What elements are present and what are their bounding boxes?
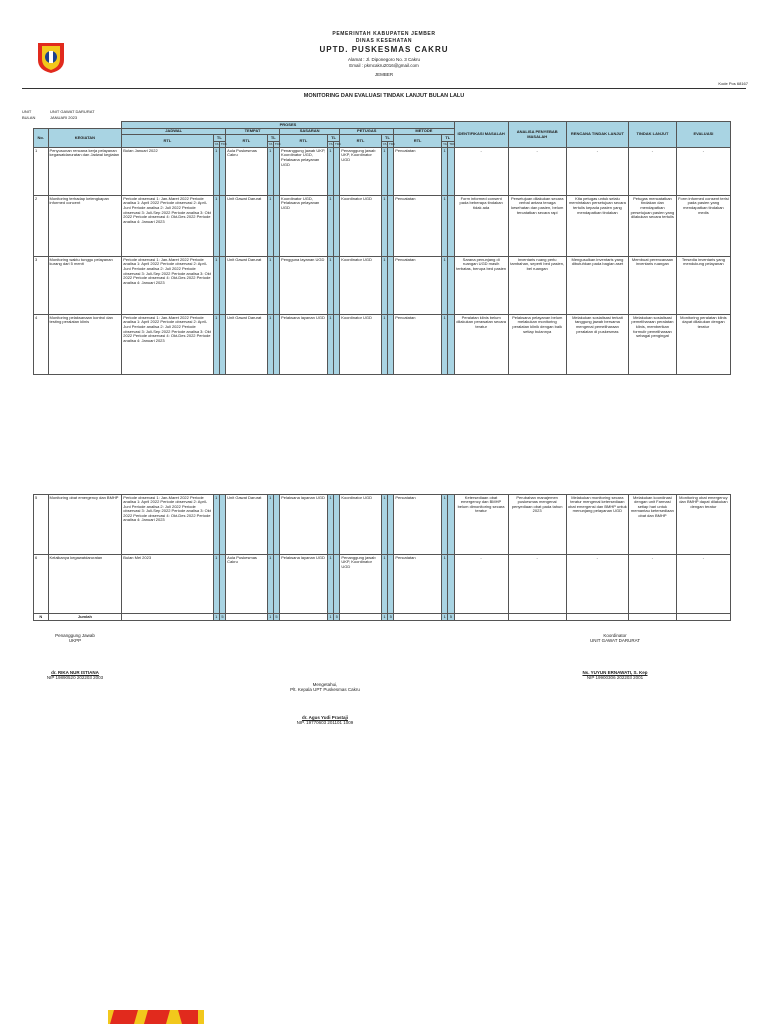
sasaran-ya-cell: 1 [327, 196, 333, 257]
right-signatory-name: Ns. YUYUN ERNAWATI, S. Kep [582, 670, 648, 675]
proses-header: PROSES [122, 122, 454, 129]
petugas-header: PETUGAS [340, 128, 394, 135]
identifikasi-cell: - [454, 555, 508, 614]
row-number: 2 [34, 196, 49, 257]
tempat-cell: Aula Puskesmas Cakru [226, 555, 268, 614]
evaluasi-cell: Tersedia inventaris yang mendukung pelayanan [676, 257, 730, 315]
analisa-cell: Persetujuan dilakukan secara verbal antara tenaga kesehatan dan pasien, belum tercatatkan secara rapi [508, 196, 566, 257]
petugas-cell: Koordinator UGD [340, 257, 382, 315]
metode-header: METODE [394, 128, 454, 135]
rtl-header: RTL [122, 135, 213, 148]
petugas-ya-cell: 1 [381, 196, 387, 257]
n-cell: N [34, 614, 49, 621]
right-signatory-unit: UNIT GAWAT DARURAT [589, 638, 641, 643]
rtl-header: RTL [226, 135, 268, 148]
rencana-cell: - [566, 148, 628, 196]
petugas-ya-cell: 1 [381, 555, 387, 614]
tindak-cell: - [629, 148, 677, 196]
petugas-cell: Penanggung jawab UKP, Koordinator UGD [340, 555, 382, 614]
ya-header: YA [382, 142, 387, 147]
left-signatory-unit: UKPP [68, 638, 82, 643]
evaluasi-cell: - [676, 555, 730, 614]
jumlah-cell: 1 [269, 613, 272, 619]
sasaran-cell: Pelaksana layanan UGD [280, 495, 328, 555]
metode-cell: Pencatatan [394, 148, 442, 196]
petugas-ya-cell: 1 [381, 495, 387, 555]
tl-header: TL [441, 135, 454, 142]
table-row [34, 148, 731, 196]
metode-cell: Pencatatan [394, 495, 442, 555]
jadwal-ya-cell: 1 [213, 495, 219, 555]
petugas-ya-cell: 1 [381, 257, 387, 315]
tindak-cell: Petugas mencatatkan tindakan dan mendapatkan persetujuan pasien yang dilakukan secara tertulis [629, 196, 677, 257]
center-signatory-name: dr. Agus Yudi Prastaji [301, 715, 348, 720]
identifikasi-cell: Sarana penunjang di ruangan UGD masih terbatas, berupa bed pasien [454, 257, 508, 315]
jumlah-label: Jumlah [48, 614, 122, 621]
monitoring-table [33, 121, 731, 375]
tdk-header: TDK [388, 142, 395, 147]
tl-header: TL [267, 135, 279, 142]
jadwal-cell: Periode observasi 1: Jan-Maret 2022 Periode analisa 1: April 2022 Periode observasi 2: April-Juni Periode analisa 2: Juli 2022 Periode observasi 3: Juli-Sep 2022 Periode analisa 3: Okt 2022 Periode observasi 4: Okt-Des 2022 Periode analisa 4: Januari 2023 [122, 315, 213, 375]
bulan-label: BULAN [22, 115, 36, 120]
tempat-ya-cell: 1 [267, 495, 273, 555]
rencana-cell: - [566, 555, 628, 614]
sasaran-ya-cell: 1 [327, 257, 333, 315]
tindak-cell: Melakukan sosialisasi pemeliharaan peralatan klinis, memberikan formulir pemeliharaan sebagai pengingat [629, 315, 677, 375]
sasaran-cell: Penanggung jawab UKP, Koordinator UGD, Pelaksana pelayanan UGD [280, 148, 328, 196]
document-title: MONITORING DAN EVALUASI TINDAK LANJUT BULAN LALU [303, 93, 465, 99]
sasaran-cell: Koordinator UGD, Pelaksana pelayanan UGD [280, 196, 328, 257]
sasaran-cell: Pengguna layanan UGD [280, 257, 328, 315]
jumlah-cell: 1 [443, 613, 446, 619]
tempat-cell: Unit Gawat Darurat [226, 196, 268, 257]
analisa-cell: - [508, 148, 566, 196]
jadwal-cell: Bulan Mei 2023 [122, 555, 213, 614]
analisa-cell: Perubahan manajemen puskesmas mengenai penyediaan obat pada tahun 2023 [508, 495, 566, 555]
monitoring-table-continued [33, 494, 731, 621]
tempat-ya-cell: 1 [267, 257, 273, 315]
tdk-header: TDK [335, 142, 342, 147]
jumlah-cell: 5 [275, 613, 278, 619]
tindak-cell: Melakukan koordinasi dengan unit Farmasi setiap hari untuk memantau ketersediaan obat dan BMHP [629, 495, 677, 555]
jadwal-ya-cell: 1 [213, 555, 219, 614]
tdk-header: TDK [449, 142, 456, 147]
jumlah-row [34, 614, 731, 621]
evaluasi-cell: Form informed consent terisi pada pasien yang mendapatkan tindakan medis [676, 196, 730, 257]
right-signatory-nip: NIP 19900306 202203 2001 [586, 675, 644, 680]
jadwal-ya-cell: 1 [213, 257, 219, 315]
center-signatory-nip: NIP. 19770603 201101 1009 [296, 720, 354, 725]
left-signatory-name: dr. RIKA NUR ISTIANA [51, 670, 99, 675]
tl-header: TL [213, 135, 225, 142]
evaluasi-cell: Monitoring obat emergency dan BMHP dapat dilakukan dengan teratur [676, 495, 730, 555]
right-signatory-role: Koordinator [603, 633, 627, 638]
analisa-header: ANALISA PENYEBAB MASALAH [508, 122, 566, 148]
tindak-cell: Membuat perencanaan inventaris ruangan [629, 257, 677, 315]
row-number: 4 [34, 315, 49, 375]
row-number: 1 [34, 148, 49, 196]
tl-header: TL [381, 135, 393, 142]
petugas-cell: Koordinator UGD [340, 196, 382, 257]
metode-cell: Pencatatan [394, 555, 442, 614]
rtl-header: RTL [280, 135, 328, 148]
jadwal-ya-cell: 1 [213, 315, 219, 375]
tdk-header: TDK [274, 142, 281, 147]
tempat-ya-cell: 1 [267, 196, 273, 257]
row-number: 3 [34, 257, 49, 315]
metode-ya-cell: 1 [442, 495, 448, 555]
tempat-cell: Unit Gawat Darurat [226, 315, 268, 375]
kabupaten-jember-logo-bottom [108, 1006, 204, 1024]
jumlah-cell: 1 [383, 613, 386, 619]
rtl-header: RTL [394, 135, 442, 148]
metode-cell: Pencatatan [394, 257, 442, 315]
petugas-ya-cell: 1 [381, 315, 387, 375]
sasaran-cell: Pelaksana layanan UGD [280, 555, 328, 614]
row-number: 6 [34, 555, 49, 614]
jadwal-cell: Bulan Januari 2022 [122, 148, 213, 196]
jadwal-ya-cell: 1 [213, 196, 219, 257]
metode-ya-cell: 1 [441, 315, 447, 375]
center-signatory-role: Mengetahui, [312, 682, 338, 687]
unit-value: UNIT GAWAT DARURAT [50, 109, 95, 114]
ya-header: YA [268, 142, 273, 147]
sasaran-ya-cell: 1 [327, 495, 333, 555]
kegiatan-cell: Monitoring terhadap kelengkapan informed concent [48, 196, 122, 257]
header-email: Email : pkmcakru2016@gmail.com [349, 63, 419, 68]
rencana-cell: Mengusulkan inventaris yang dibutuhkan pada bagian aset [566, 257, 628, 315]
petugas-cell: Koordinator UGD [340, 315, 382, 375]
rencana-header: RENCANA TINDAK LANJUT [566, 122, 628, 148]
sasaran-ya-cell: 1 [327, 555, 333, 614]
identifikasi-cell: Peralatan klinis belum dilakukan perawatan secara teratur [454, 315, 508, 375]
jadwal-cell: Periode observasi 1: Jan-Maret 2022 Periode analisa 1: April 2022 Periode observasi 2: April-Juni Periode analisa 2: Juli 2022 Periode observasi 3: Juli-Sep 2022 Periode analisa 3: Okt 2022 Periode observasi 4: Okt-Des 2022 Periode analisa 4: Januari 2023 [122, 257, 213, 315]
postal-code: Kode Pos 68167 [718, 81, 748, 86]
tempat-ya-cell: 1 [267, 315, 273, 375]
jadwal-ya-cell: 1 [213, 148, 219, 196]
left-signatory-nip: NIP 19890520 202203 2003 [46, 675, 104, 680]
identifikasi-header: IDENTIFIKASI MASALAH [454, 122, 508, 148]
rencana-cell: Melakukan sosialisasi terkait tanggung jawab bersama mengenai pemeliharaan peralatan di puskesmas [566, 315, 628, 375]
analisa-cell: Inventaris ruang perlu tambahan, seperti bed pasien, bel ruangan [508, 257, 566, 315]
table-row [34, 257, 731, 315]
analisa-cell: - [508, 555, 566, 614]
blank-header [34, 122, 122, 129]
kegiatan-cell: Penyusunan rencana kerja pelayanan kegawatdaruratan dan Jadwal kegiatan [48, 148, 122, 196]
tdk-header: TDK [220, 142, 227, 147]
metode-ya-cell: 1 [441, 196, 447, 257]
header-address: Alamat : Jl. Diponegoro No. 3 Cakru [347, 57, 421, 62]
tempat-header: TEMPAT [226, 128, 280, 135]
metode-ya-cell: 1 [441, 257, 447, 315]
petugas-ya-cell: 1 [381, 148, 387, 196]
identifikasi-cell: Ketersediaan obat emergency dan BMHP belum dimonitoring secara teratur [454, 495, 508, 555]
analisa-cell: Pelaksana pelayanan belum melakukan monitoring peralatan klinik dengan baik setiap bulannya [508, 315, 566, 375]
evaluasi-cell: Monitoring peralatan klinis dapat dilakukan dengan teratur [676, 315, 730, 375]
jumlah-cell: 5 [449, 613, 453, 619]
center-signatory-title: Plt. Kepala UPT Puskesmas Cakru [290, 687, 360, 692]
evaluasi-header: EVALUASI [676, 122, 730, 148]
unit-label: UNIT [22, 109, 32, 114]
header-government: PEMERINTAH KABUPATEN JEMBER [332, 31, 436, 37]
no-header: No. [34, 128, 49, 148]
ya-header: YA [328, 142, 333, 147]
sasaran-ya-cell: 1 [327, 315, 333, 375]
sasaran-ya-cell: 1 [327, 148, 333, 196]
jadwal-cell: Periode observasi 1: Jan-Maret 2022 Periode analisa 1: April 2022 Periode observasi 2: April-Juni Periode analisa 2: Juli 2022 Periode observasi 3: Juli-Sep 2022 Periode analisa 3: Okt 2022 Periode observasi 4: Okt-Des 2022 Periode analisa 4: Januari 2023 [122, 196, 213, 257]
identifikasi-cell: - [454, 148, 508, 196]
kegiatan-cell: Monitoring obat emergency dan BMHP [48, 495, 122, 555]
jumlah-cell: 1 [215, 613, 218, 619]
evaluasi-cell: - [676, 148, 730, 196]
tindak-header: TINDAK LANJUT [629, 122, 677, 148]
kegiatan-header: KEGIATAN [48, 128, 122, 148]
petugas-cell: Koordinator UGD [340, 495, 382, 555]
table-row [34, 555, 731, 614]
header-city: JEMBER [374, 72, 394, 77]
header-department: DINAS KESEHATAN [355, 38, 413, 44]
header-puskesmas: UPTD. PUSKESMAS CAKRU [319, 45, 449, 54]
row-number: 5 [34, 495, 49, 555]
ya-header: YA [442, 142, 447, 147]
tl-header: TL [327, 135, 339, 142]
jumlah-cell: 5 [389, 613, 392, 619]
table-row [34, 196, 731, 257]
metode-ya-cell: 1 [441, 148, 447, 196]
tempat-cell: Unit Gawat Darurat [226, 257, 268, 315]
jumlah-cell: 5 [221, 613, 224, 619]
kegiatan-cell: Monitoring waktu tunggu pelayanan kurang dari 5 menit [48, 257, 122, 315]
ya-header: YA [214, 142, 219, 147]
jadwal-header: JADWAL [122, 128, 226, 135]
metode-cell: Pencatatan [394, 315, 442, 375]
jumlah-cell: 5 [335, 613, 338, 619]
tindak-cell: - [629, 555, 677, 614]
table-row [34, 315, 731, 375]
kegiatan-cell: Monitoring pelaksanaan kontrol dan testing peralatan klinis [48, 315, 122, 375]
header-divider [22, 88, 746, 89]
metode-cell: Pencatatan [394, 196, 442, 257]
petugas-cell: Penanggung jawab UKP, Koordinator UGD [340, 148, 382, 196]
tempat-cell: Aula Puskesmas Cakru [226, 148, 268, 196]
sasaran-header: SASARAN [280, 128, 340, 135]
tempat-ya-cell: 1 [267, 148, 273, 196]
metode-ya-cell: 1 [442, 555, 448, 614]
tempat-cell: Unit Gawat Darurat [226, 495, 268, 555]
rtl-header: RTL [340, 135, 382, 148]
jumlah-cell: 1 [329, 613, 332, 619]
kegiatan-cell: Kelaikanya kegawatdaruratan [48, 555, 122, 614]
table-row [34, 495, 731, 555]
left-signatory-role: Penanggung Jawab [55, 633, 95, 638]
sasaran-cell: Pelaksana layanan UGD [280, 315, 328, 375]
bulan-value: JANUARI 2023 [50, 115, 78, 120]
tempat-ya-cell: 1 [267, 555, 273, 614]
identifikasi-cell: Form informed consent pada beberapa tindakan tidak ada [454, 196, 508, 257]
rencana-cell: Melakukan monitoring secara teratur mengenai ketersediaan obat emergensi dan BMHP untuk menunjang pelayanan UGD [566, 495, 628, 555]
rencana-cell: Kita petugas untuk selalu memintakan persetujuan secara tertulis kepada pasien yang mendapatkan tindakan [566, 196, 628, 257]
jadwal-cell: Periode observasi 1: Jan-Maret 2022 Periode analisa 1: April 2022 Periode observasi 2: April-Juni Periode analisa 2: Juli 2022 Periode observasi 3: Juli-Sep 2022 Periode analisa 3: Okt 2022 Periode observasi 4: Okt-Des 2022 Periode analisa 4: Januari 2023 [122, 495, 213, 555]
